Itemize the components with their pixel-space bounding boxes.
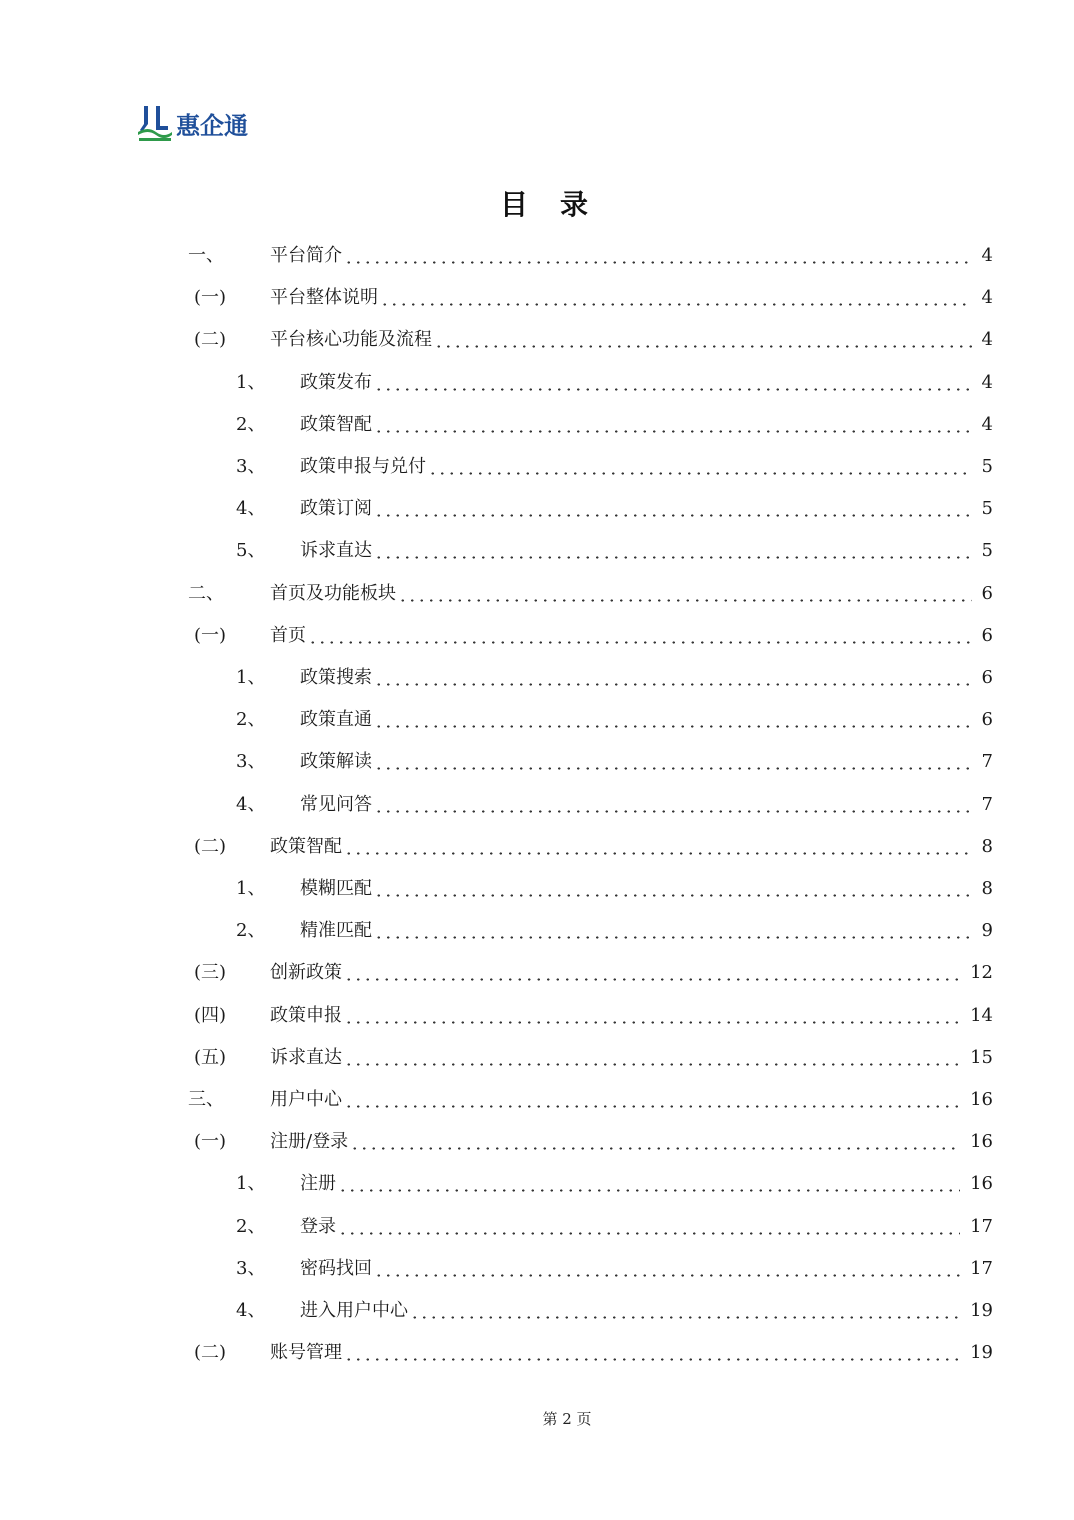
toc-entry-title: 政策智配: [270, 835, 342, 857]
toc-entry-page: 6: [981, 667, 993, 688]
toc-entry-title: 用户中心: [270, 1089, 342, 1110]
logo-brand-text: 惠企通: [176, 112, 248, 140]
toc-entry-page: 6: [981, 582, 993, 604]
toc-entry-number: 1、: [236, 1173, 266, 1195]
toc-entry-page: 4: [981, 371, 993, 393]
toc-entry-number: (三): [194, 962, 227, 984]
toc-dot-leader: [350, 1147, 960, 1150]
toc-entry[interactable]: [188, 277, 993, 319]
toc-entry[interactable]: [188, 784, 993, 826]
toc-entry-number: 二、: [188, 582, 224, 604]
toc-entry-title: 政策解读: [300, 751, 372, 773]
toc-entry-page: 9: [981, 920, 993, 942]
toc-entry[interactable]: [188, 1290, 993, 1332]
toc-entry[interactable]: [188, 1332, 993, 1374]
toc-entry[interactable]: [188, 1163, 993, 1205]
toc-entry[interactable]: [188, 1121, 993, 1163]
toc-entry-number: 4、: [236, 793, 266, 815]
toc-entry-number: 三、: [188, 1089, 224, 1110]
toc-entry-number: (二): [194, 329, 227, 351]
toc-dot-leader: [374, 936, 972, 939]
toc-entry-number: (四): [194, 1004, 227, 1026]
toc-dot-leader: [374, 514, 972, 517]
toc-entry-title: 政策申报与兑付: [300, 456, 426, 477]
toc-entry[interactable]: [188, 362, 993, 404]
toc-entry[interactable]: [188, 1248, 993, 1290]
toc-entry[interactable]: [188, 530, 993, 572]
toc-entry-number: 1、: [236, 667, 266, 688]
toc-entry-title: 政策直通: [300, 709, 372, 731]
toc-entry-number: 4、: [236, 1300, 266, 1321]
toc-entry-title: 模糊匹配: [300, 878, 372, 899]
toc-dot-leader: [374, 430, 972, 433]
toc-dot-leader: [434, 345, 972, 348]
toc-entry[interactable]: [188, 741, 993, 783]
toc-entry[interactable]: [188, 235, 993, 277]
toc-dot-leader: [344, 261, 972, 264]
toc-entry-number: 3、: [236, 751, 266, 773]
toc-entry-page: 14: [970, 1004, 993, 1026]
toc-entry-page: 19: [970, 1300, 993, 1321]
toc-dot-leader: [344, 1021, 960, 1024]
toc-entry[interactable]: [188, 1037, 993, 1079]
toc-dot-leader: [380, 303, 972, 306]
toc-dot-leader: [374, 725, 972, 728]
toc-entry-page: 16: [970, 1131, 993, 1153]
toc-entry-title: 政策订阅: [300, 498, 372, 520]
toc-dot-leader: [374, 894, 972, 897]
page-footer: 第 2 页: [542, 1410, 592, 1428]
toc-entry[interactable]: [188, 1206, 993, 1248]
toc-entry-title: 平台核心功能及流程: [270, 329, 432, 351]
toc-entry-page: 6: [981, 709, 993, 731]
toc-entry-page: 7: [981, 793, 993, 815]
toc-entry-page: 16: [970, 1089, 993, 1110]
toc-dot-leader: [374, 810, 972, 813]
toc-entry-title: 进入用户中心: [300, 1300, 408, 1321]
toc-entry-title: 政策搜索: [300, 667, 372, 688]
company-logo: [138, 102, 264, 146]
toc-entry-title: 诉求直达: [300, 540, 372, 562]
toc-dot-leader: [344, 1105, 960, 1108]
toc-entry-number: 5、: [236, 540, 266, 562]
toc-entry[interactable]: [188, 319, 993, 361]
toc-entry-number: 1、: [236, 371, 266, 393]
toc-dot-leader: [308, 641, 972, 644]
toc-entry[interactable]: [188, 952, 993, 994]
toc-entry[interactable]: [188, 615, 993, 657]
toc-entry-title: 政策智配: [300, 413, 372, 435]
toc-entry-page: 8: [981, 878, 993, 899]
toc-entry-title: 密码找回: [300, 1257, 372, 1279]
toc-entry-number: (二): [194, 835, 227, 857]
toc-dot-leader: [344, 1358, 960, 1361]
toc-entry-page: 5: [981, 456, 993, 477]
toc-dot-leader: [374, 1274, 960, 1277]
toc-entry-number: (一): [194, 287, 227, 309]
toc-entry[interactable]: [188, 699, 993, 741]
toc-dot-leader: [374, 556, 972, 559]
toc-entry[interactable]: [188, 868, 993, 910]
toc-entry-number: 一、: [188, 245, 224, 266]
toc-entry-title: 登录: [300, 1215, 336, 1237]
toc-entry-page: 16: [970, 1173, 993, 1195]
toc-entry-title: 首页: [270, 624, 306, 646]
toc-entry-number: 1、: [236, 878, 266, 899]
toc-entry-number: 2、: [236, 413, 266, 435]
toc-entry-page: 5: [981, 540, 993, 562]
toc-entry[interactable]: [188, 1079, 993, 1121]
toc-entry-number: (一): [194, 1131, 227, 1153]
toc-entry[interactable]: [188, 446, 993, 488]
toc-entry[interactable]: [188, 657, 993, 699]
page-title: 目录: [499, 188, 620, 221]
toc-dot-leader: [344, 852, 972, 855]
toc-entry-page: 15: [970, 1046, 993, 1068]
toc-entry-title: 创新政策: [270, 962, 342, 984]
toc-entry-page: 4: [981, 329, 993, 351]
toc-entry[interactable]: [188, 404, 993, 446]
toc-entry-page: 5: [981, 498, 993, 520]
toc-entry-number: 2、: [236, 1215, 266, 1237]
toc-entry-number: (二): [194, 1342, 227, 1364]
toc-dot-leader: [338, 1232, 960, 1235]
toc-entry[interactable]: [188, 573, 993, 615]
toc-dot-leader: [374, 767, 972, 770]
toc-entry-number: 3、: [236, 456, 266, 477]
toc-entry-title: 首页及功能板块: [270, 582, 396, 604]
toc-dot-leader: [374, 683, 972, 686]
toc-entry[interactable]: [188, 488, 993, 530]
toc-entry-page: 17: [970, 1215, 993, 1237]
toc-dot-leader: [344, 978, 960, 981]
toc-entry-title: 诉求直达: [270, 1046, 342, 1068]
toc-entry[interactable]: [188, 995, 993, 1037]
toc-dot-leader: [398, 599, 972, 602]
toc-entry-page: 19: [970, 1342, 993, 1364]
toc-entry-page: 12: [970, 962, 993, 984]
toc-entry-number: (五): [194, 1046, 227, 1068]
toc-entry-page: 17: [970, 1257, 993, 1279]
toc-entry-title: 注册: [300, 1173, 336, 1195]
toc-entry-page: 4: [981, 287, 993, 309]
toc-entry-number: 2、: [236, 920, 266, 942]
toc-entry-title: 平台整体说明: [270, 287, 378, 309]
toc-dot-leader: [428, 472, 972, 475]
toc-entry[interactable]: [188, 826, 993, 868]
toc-entry-title: 政策申报: [270, 1004, 342, 1026]
toc-entry-number: 4、: [236, 498, 266, 520]
toc-entry-title: 精准匹配: [300, 920, 372, 942]
toc-entry-page: 4: [981, 413, 993, 435]
toc-entry-page: 8: [981, 835, 993, 857]
toc-entry-number: 2、: [236, 709, 266, 731]
toc-entry-title: 常见问答: [300, 793, 372, 815]
toc-entry-page: 7: [981, 751, 993, 773]
toc-entry[interactable]: [188, 910, 993, 952]
logo-mark-icon: [138, 102, 174, 146]
toc-dot-leader: [374, 388, 972, 391]
toc-entry-page: 6: [981, 624, 993, 646]
toc-entry-number: 3、: [236, 1257, 266, 1279]
toc-entry-page: 4: [981, 245, 993, 266]
toc-entry-number: (一): [194, 624, 227, 646]
toc-dot-leader: [344, 1063, 960, 1066]
toc-entry-title: 政策发布: [300, 371, 372, 393]
toc-dot-leader: [338, 1189, 960, 1192]
toc-entry-title: 账号管理: [270, 1342, 342, 1364]
toc-entry-title: 注册/登录: [270, 1131, 349, 1153]
toc-entry-title: 平台简介: [270, 245, 342, 266]
toc-dot-leader: [410, 1316, 960, 1319]
